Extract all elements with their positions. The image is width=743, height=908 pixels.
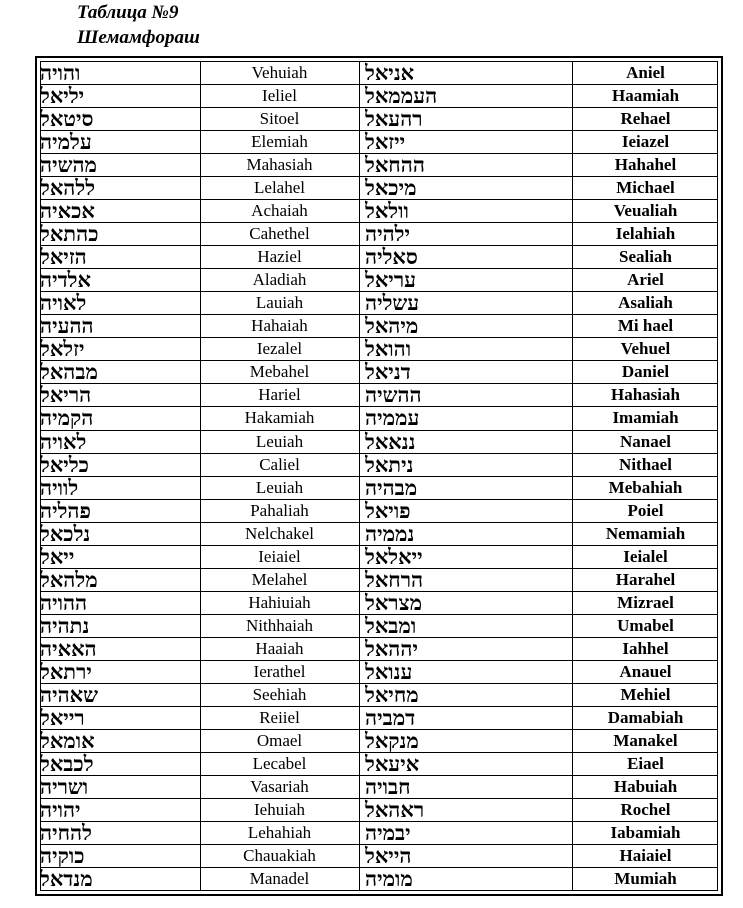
names-table [35,56,723,896]
latin-name-cell: Haiaiel [619,846,672,866]
latin-name-cell: Mehiel [620,684,671,704]
latin-name-cell: Nelchakel [245,523,314,543]
latin-name-cell: Mumiah [614,869,677,889]
latin-name-cell: Habuiah [613,776,678,796]
latin-name-cell: Mahasiah [246,155,313,175]
latin-name-cell: Asaliah [618,293,673,313]
hebrew-name-cell: מבהאל [40,361,98,384]
latin-name-cell: Rehael [620,109,671,129]
latin-name-cell: Vehuel [620,339,671,359]
table-row [40,868,718,890]
table-row [40,292,718,315]
hebrew-name-cell: כוקיה [40,845,85,868]
hebrew-name-cell: יבמיה [365,822,411,845]
latin-name-cell: Lecabel [252,753,307,773]
hebrew-name-cell: מומיה [365,868,413,891]
table-row [40,615,718,638]
hebrew-name-cell: ללהאל [40,177,96,200]
latin-name-cell: Manakel [613,730,678,750]
hebrew-name-cell: וולאל [365,200,409,223]
latin-name-cell: Sitoel [259,109,300,129]
latin-name-cell: Imamiah [612,408,679,428]
hebrew-name-cell: יההאל [365,637,418,660]
latin-name-cell: Ieiazel [621,132,670,152]
hebrew-name-cell: פויאל [365,499,411,522]
hebrew-name-cell: אניאל [365,62,415,85]
hebrew-name-cell: ירתאל [40,660,92,683]
hebrew-name-cell: כהתאל [40,223,99,246]
hebrew-name-cell: הריאל [40,384,92,407]
hebrew-name-cell: להחיה [40,822,92,845]
latin-name-cell: Achaiah [251,201,308,221]
hebrew-name-cell: אלדיה [40,269,91,292]
latin-name-cell: Sealiah [619,247,672,267]
table-row [40,85,718,108]
hebrew-name-cell: רהעאל [365,108,423,131]
latin-name-cell: Mebahiah [608,477,683,497]
hebrew-name-cell: עממיה [365,407,420,430]
table-row [40,592,718,615]
latin-name-cell: Ielahiah [615,224,676,244]
table-row [40,269,718,292]
table-row [40,707,718,730]
latin-name-cell: Daniel [621,362,670,382]
latin-name-cell: Melahel [251,569,308,589]
latin-name-cell: Nithhaiah [245,615,314,635]
hebrew-name-cell: מלהאל [40,568,98,591]
latin-name-cell: Nanael [620,431,671,451]
latin-name-cell: Anauel [619,661,672,681]
hebrew-name-cell: העממאל [365,85,438,108]
latin-name-cell: Poiel [627,500,664,520]
latin-name-cell: Haaiah [255,638,304,658]
hebrew-name-cell: חבויה [365,775,411,798]
hebrew-name-cell: ההשיה [365,384,422,407]
hebrew-name-cell: ענואל [365,660,413,683]
latin-name-cell: Ieliel [262,86,297,106]
latin-name-cell: Aladiah [252,270,307,290]
table-row [40,154,718,177]
table-row [40,223,718,246]
hebrew-name-cell: דניאל [365,361,411,384]
latin-name-cell: Vehuiah [251,63,308,83]
hebrew-name-cell: סאליה [365,246,418,269]
hebrew-name-cell: יליאל [40,85,85,108]
table-row [40,108,718,131]
table-row [40,730,718,753]
table-row [40,62,718,85]
latin-name-cell: Pahaliah [250,500,309,520]
hebrew-name-cell: והויה [40,62,81,85]
table-row [40,776,718,799]
table-row [40,477,718,500]
hebrew-name-cell: פהליה [40,499,91,522]
latin-name-cell: Nemamiah [605,523,686,543]
hebrew-name-cell: יזלאל [40,338,85,361]
table-row [40,638,718,661]
hebrew-name-cell: רייאל [40,706,85,729]
table-row [40,799,718,822]
latin-name-cell: Iabamiah [610,823,681,843]
latin-name-cell: Nithael [619,454,672,474]
hebrew-name-cell: יהויה [40,799,81,822]
hebrew-name-cell: ראהאל [365,799,425,822]
hebrew-name-cell: ייזאל [365,131,406,154]
latin-name-cell: Elemiah [251,132,308,152]
latin-name-cell: Hahahel [614,155,677,175]
hebrew-name-cell: כליאל [40,453,89,476]
latin-name-cell: Michael [616,178,675,198]
latin-name-cell: Mebahel [249,362,310,382]
hebrew-name-cell: והואל [365,338,412,361]
latin-name-cell: Ieialel [623,546,668,566]
hebrew-name-cell: מנקאל [365,729,419,752]
page-title: Таблица №9 [77,2,179,23]
hebrew-name-cell: דמביה [365,706,416,729]
hebrew-name-cell: הרחאל [365,568,424,591]
hebrew-name-cell: ייאלאל [365,545,423,568]
hebrew-name-cell: נממיה [365,522,415,545]
hebrew-name-cell: מצראל [365,591,423,614]
hebrew-name-cell: שאהיה [40,683,99,706]
hebrew-name-cell: ההעיה [40,315,94,338]
hebrew-name-cell: מיכאל [365,177,417,200]
latin-name-cell: Cahethel [249,224,310,244]
table-row [40,200,718,223]
latin-name-cell: Hahaiah [251,316,308,336]
table-row [40,523,718,546]
hebrew-name-cell: לאויה [40,292,87,315]
table-row [40,384,718,407]
hebrew-name-cell: לוויה [40,476,79,499]
hebrew-name-cell: מהשיה [40,154,97,177]
latin-name-cell: Haziel [257,247,302,267]
latin-name-cell: Seehiah [252,684,307,704]
table-row [40,131,718,154]
latin-name-cell: Aniel [626,63,665,83]
latin-name-cell: Iahhel [622,638,669,658]
table-row [40,546,718,569]
table-row [40,315,718,338]
latin-name-cell: Haamiah [611,86,680,106]
latin-name-cell: Reiiel [259,707,300,727]
hebrew-name-cell: מחיאל [365,683,419,706]
latin-name-cell: Iehuiah [254,800,305,820]
table-row [40,822,718,845]
page-subtitle: Шемамфораш [77,27,200,48]
hebrew-name-cell: מיהאל [365,315,419,338]
hebrew-name-cell: הקמיה [40,407,94,430]
latin-name-cell: Caliel [259,454,300,474]
table-row [40,361,718,384]
table-row [40,177,718,200]
table-row [40,569,718,592]
table-row [40,246,718,269]
latin-name-cell: Damabiah [607,707,684,727]
hebrew-name-cell: איעאל [365,752,420,775]
latin-name-cell: Ariel [627,270,664,290]
hebrew-name-cell: מנדאל [40,868,93,891]
table-body [40,62,718,890]
table-row [40,753,718,776]
table-row [40,454,718,477]
table-row [40,338,718,361]
latin-name-cell: Hahiuiah [248,592,311,612]
hebrew-name-cell: הייאל [365,845,412,868]
latin-name-cell: Veualiah [613,201,678,221]
hebrew-name-cell: עשליה [365,292,420,315]
latin-name-cell: Leuiah [255,477,304,497]
table-row [40,431,718,454]
latin-name-cell: Vasariah [250,776,309,796]
hebrew-name-cell: נתהיה [40,614,90,637]
hebrew-name-cell: ניתאל [365,453,414,476]
hebrew-name-cell: נלכאל [40,522,91,545]
hebrew-name-cell: ומבאל [365,614,417,637]
latin-name-cell: Hakamiah [244,408,315,428]
latin-name-cell: Hariel [258,385,301,405]
hebrew-name-cell: אכאיה [40,200,95,223]
hebrew-name-cell: ננאאל [365,430,416,453]
latin-name-cell: Ierathel [253,661,306,681]
latin-name-cell: Ieiaiel [258,546,301,566]
table-row [40,661,718,684]
latin-name-cell: Harahel [615,569,676,589]
latin-name-cell: Rochel [620,800,671,820]
hebrew-name-cell: ההויה [40,591,88,614]
table-row [40,845,718,868]
latin-name-cell: Omael [256,730,303,750]
hebrew-name-cell: לכבאל [40,752,94,775]
hebrew-name-cell: עלמיה [40,131,92,154]
hebrew-name-cell: ההחאל [365,154,425,177]
hebrew-name-cell: ושריה [40,775,89,798]
table-row [40,500,718,523]
table-row [40,407,718,430]
latin-name-cell: Iezalel [256,339,303,359]
hebrew-name-cell: האאיה [40,637,97,660]
latin-name-cell: Umabel [617,615,674,635]
latin-name-cell: Lehahiah [247,823,312,843]
latin-name-cell: Lauiah [255,293,304,313]
latin-name-cell: Manadel [249,869,310,889]
latin-name-cell: Chauakiah [243,846,316,866]
hebrew-name-cell: ייאל [40,545,75,568]
latin-name-cell: Lelahel [254,178,305,198]
latin-name-cell: Mi hael [617,316,674,336]
hebrew-name-cell: לאויה [40,430,87,453]
latin-name-cell: Leuiah [255,431,304,451]
hebrew-name-cell: אומאל [40,729,95,752]
hebrew-name-cell: ילהיה [365,223,410,246]
latin-name-cell: Hahasiah [611,385,680,405]
hebrew-name-cell: עריאל [365,269,417,292]
latin-name-cell: Mizrael [617,592,674,612]
hebrew-name-cell: סיטאל [40,108,94,131]
hebrew-name-cell: מבהיה [365,476,418,499]
table-row [40,684,718,707]
latin-name-cell: Eiael [627,753,664,773]
hebrew-name-cell: הזיאל [40,246,87,269]
